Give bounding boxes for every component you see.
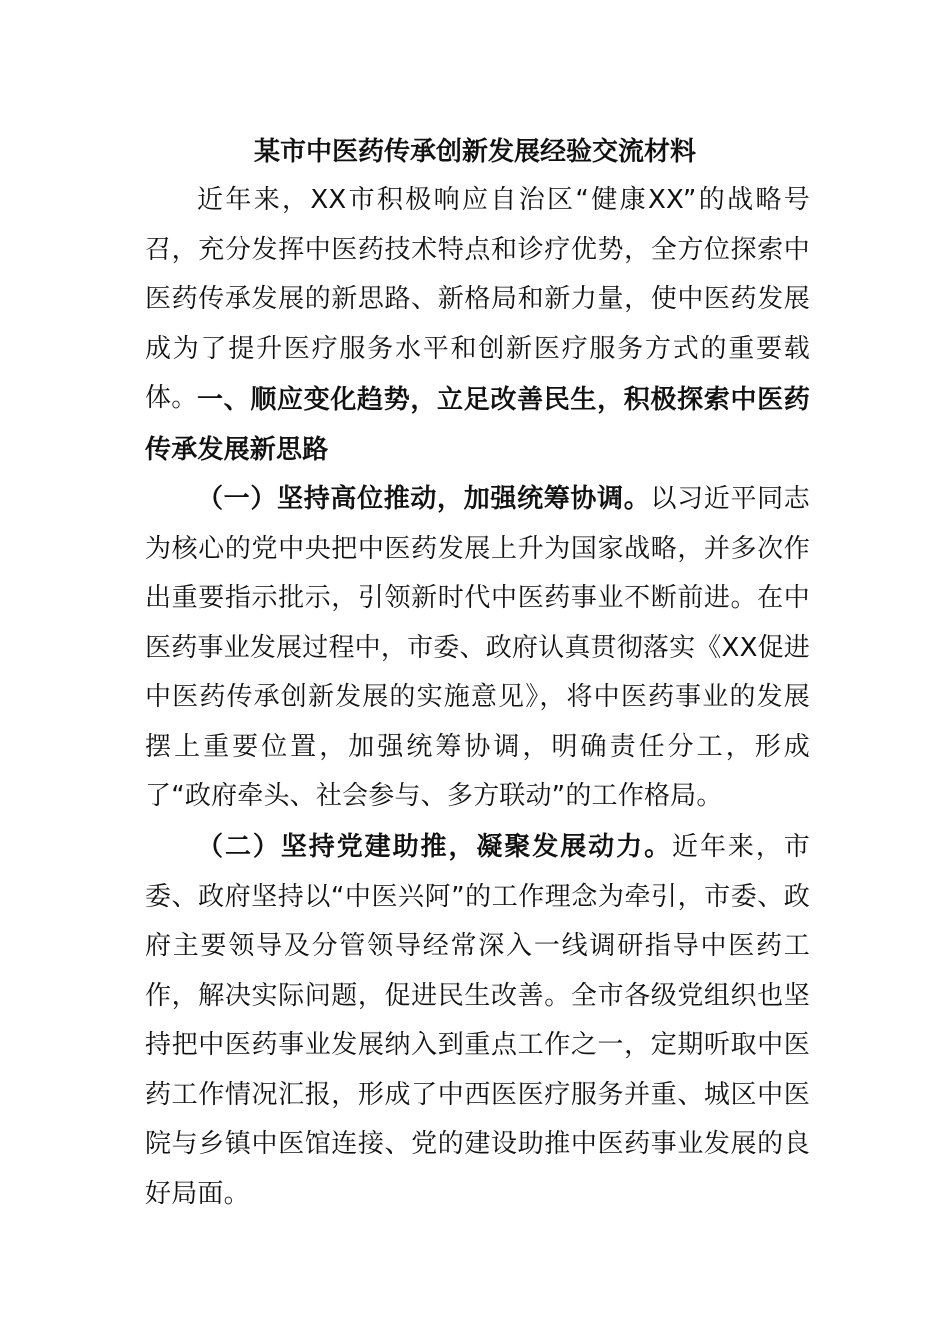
subsection-1-lead: （一）坚持高位推动，加强统筹协调。 <box>197 484 651 514</box>
intro-paragraph: 近年来，XX市积极响应自治区“健康XX”的战略号召，充分发挥中医药技术特点和诊疗优势，全方位探索中医药传承发展的新思路、新格局和新力量，使中医药发展成为了提升医疗服务水平和创新医疗服务方式的重要载体。 <box>145 185 810 413</box>
subsection-2-paragraph <box>145 823 810 1219</box>
subsection-1-paragraph <box>145 475 810 822</box>
subsection-1-body: 以习近平同志为核心的党中央把中医药发展上升为国家战略，并多次作出重要指示批示，引领新时代中医药事业不断前进。在中医药事业发展过程中，市委、政府认真贯彻落实《XX促进中医药传承创新发展的实施意见》，将中医药事业的发展摆上重要位置，加强统筹协调，明确责任分工，形成了“政府牵头、社会参与、多方联动”的工作格局。 <box>145 484 810 811</box>
document-title: 某市中医药传承创新发展经验交流材料 <box>253 137 696 167</box>
subsection-2-body: 近年来，市委、政府坚持以“中医兴阿”的工作理念为牵引，市委、政府主要领导及分管领导经常深入一线调研指导中医药工作，解决实际问题，促进民生改善。全市各级党组织也坚持把中医药事业发展纳入到重点工作之一，定期听取中医药工作情况汇报，形成了中西医医疗服务并重、城区中医院与乡镇中医馆连接、党的建设助推中医药事业发展的良好局面。 <box>145 832 810 1209</box>
subsection-2-lead: （二）坚持党建助推，凝聚发展动力。 <box>197 832 673 862</box>
section-1-heading: 一、顺应变化趋势，立足改善民生，积极探索中医药传承发展新思路 <box>145 385 810 465</box>
